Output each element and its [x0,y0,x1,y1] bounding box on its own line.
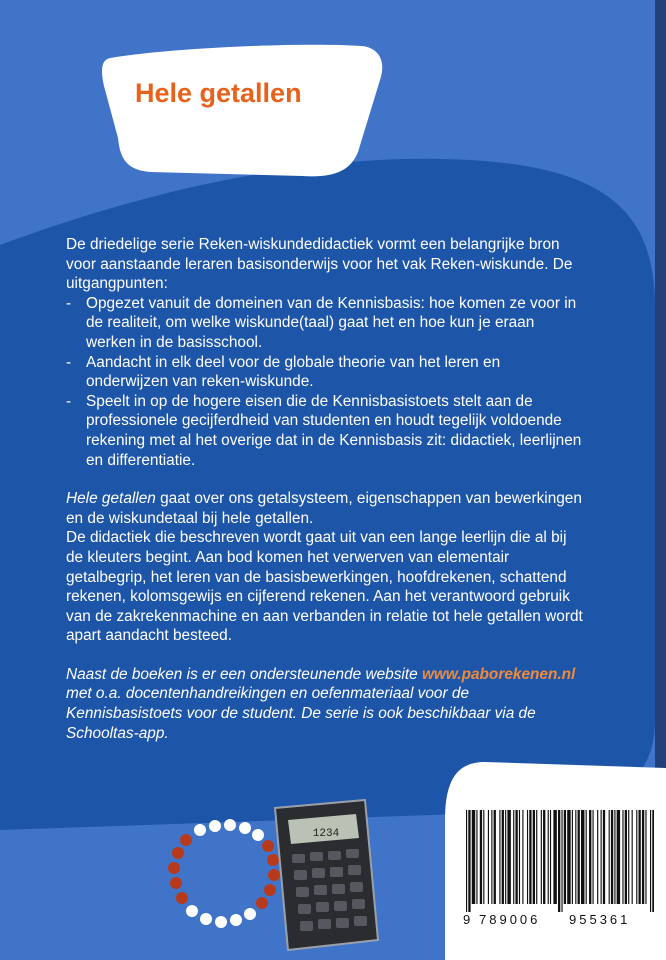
barcode-digit-first: 9 [463,912,472,927]
calculator-beads-illustration [140,790,390,960]
list-item: - Aandacht in elk deel voor de globale theorie van het leren en onderwijzen van reken-wiskunde. [66,353,501,391]
list-item: - Opgezet vanuit de domeinen van de Kennisbasis: hoe komen ze voor in de realiteit, om welke wiskunde(taal) gaat het en hoe kun je eraan werken in de basisschool. [66,294,577,351]
website-paragraph: Naast de boeken is er een ondersteunende website www.paborekenen.nl met o.a. docentenhandreikingen en oefenmateriaal voor de Kennisbasistoets voor de student. De serie is ook beschikbaar via de Schooltas-app. [66,665,576,742]
intro-paragraph: De driedelige serie Reken-wiskundedidactiek vormt een belangrijke bron voor aanstaande leraren basisonderwijs voor het vak Reken-wiskunde. De uitgangpunten: [66,236,573,293]
title-card [80,40,390,180]
book-title-inline: Hele getallen [66,490,156,508]
back-cover-text [66,235,586,743]
website-link[interactable]: www.paborekenen.nl [421,665,576,683]
list-item: - Speelt in op de hogere eisen die de Kennisbasistoets stelt aan de professionele gecijferdheid van studenten en houdt tegelijk voldoende rekening met al het overige dat in de Kennisbasis zit: didactiek, leerlijnen en differentiatie. [66,392,582,469]
isbn-barcode [466,810,654,912]
barcode-digits-left: 789006 [479,912,541,927]
subject-paragraph: Hele getallen gaat over ons getalsysteem, eigenschappen van bewerkingen en de wiskundetaal bij hele getallen. [66,490,582,527]
barcode-digits-right: 955361 [569,912,631,927]
calculator-display: 1234 [312,828,340,840]
book-title: Hele getallen [135,78,302,108]
didactics-paragraph: De didactiek die beschreven wordt gaat uit van een lange leerlijn die al bij de kleuters begint. Aan bod komen het verwerven van elementair getalbegrip, het leren van de basisbewerkingen, hoofdrekenen, schattend rekenen, kolomsgewijs en cijferend rekenen. Aan het verantwoord gebruik van de zakrekenmachine en aan verbanden in relatie tot hele getallen wordt apart aandacht besteed. [66,529,583,645]
calculator-icon [275,800,378,950]
bead-string-icon [168,819,280,928]
principles-list [66,294,586,470]
